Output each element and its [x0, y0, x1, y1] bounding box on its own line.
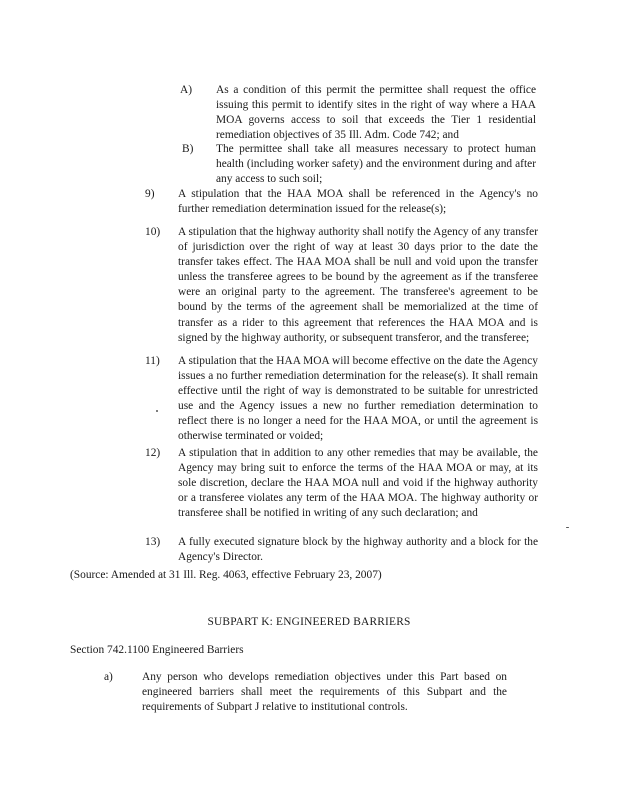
subsection-a-text: Any person who develops remediation objectives under this Part based on engineered barriers shall meet the requirements of this Subpart and the requirements of Subpart J relative to institutional controls.: [142, 671, 507, 714]
item-12-label: 12): [145, 447, 161, 459]
item-9-label: 9): [145, 188, 155, 200]
subitem-a-label: A): [180, 84, 193, 96]
item-12-text: A stipulation that in addition to any other remedies that may be available, the Agency may bring suit to enforce the terms of the HAA MOA or may, at its sole discretion, declare the HAA MOA null and void if the highway authority or a transferee violates any term of the HAA MOA. The highway authority or transferee shall be notified in writing of any such declaration; and: [178, 447, 538, 520]
item-10-text: A stipulation that the highway authority shall notify the Agency of any transfer of jurisdiction over the right of way at least 30 days prior to the date the transfer takes effect. The HAA MOA shall be null and void upon the transfer unless the transferee agrees to be bound by the agreement as if the transferee were an original party to the agreement. The transferee's agreement to be bound by the terms of the agreement shall be memorialized at the time of transfer as a rider to this agreement that references the HAA MOA and is signed by the highway authority, or subsequent transferor, and the transferee;: [178, 226, 538, 344]
subitem-b-text: The permittee shall take all measures necessary to protect human health (including worker safety) and the environment during and after any access to such soil;: [216, 143, 536, 186]
source-note: (Source: Amended at 31 Ill. Reg. 4063, effective February 23, 2007): [70, 569, 382, 581]
item-13-text: A fully executed signature block by the highway authority and a block for the Agency's Director.: [178, 536, 538, 564]
item-10-label: 10): [145, 226, 161, 238]
subsection-a-label: a): [104, 671, 113, 683]
item-11-text: A stipulation that the HAA MOA will become effective on the date the Agency issues a no further remediation determination for the release(s). It shall remain effective until the right of way is demonstrated to be suitable for unrestricted use and the Agency issues a new no further remediation determination to reflect there is no longer a need for the HAA MOA, or until the agreement is otherwise terminated or voided;: [178, 355, 538, 443]
scan-speck: [156, 410, 158, 412]
item-11-label: 11): [145, 355, 160, 367]
item-13-label: 13): [145, 536, 161, 548]
scan-speck: [566, 527, 569, 528]
subitem-a-text: As a condition of this permit the permittee shall request the office issuing this permit to identify sites in the right of way where a HAA MOA governs access to soil that exceeds the Tier 1 residential remediation objectives of 35 Ill. Adm. Code 742; and: [216, 84, 536, 142]
subitem-b-label: B): [182, 143, 194, 155]
section-heading: Section 742.1100 Engineered Barriers: [70, 644, 244, 656]
subpart-heading: SUBPART K: ENGINEERED BARRIERS: [207, 616, 411, 628]
item-9-text: A stipulation that the HAA MOA shall be referenced in the Agency's no further remediation determination issued for the release(s);: [178, 188, 538, 216]
